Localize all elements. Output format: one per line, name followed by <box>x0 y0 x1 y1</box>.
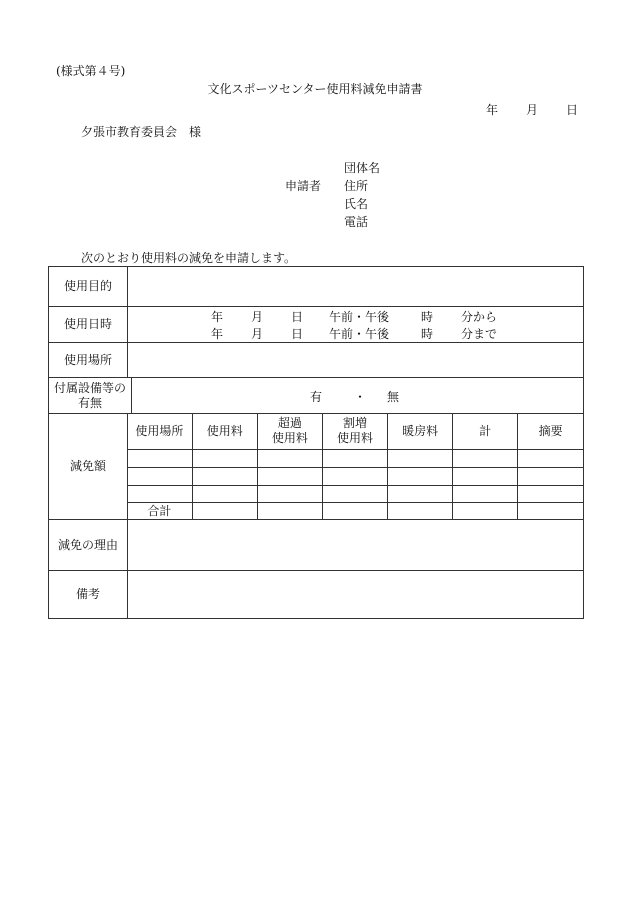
entry-cell[interactable] <box>453 485 518 502</box>
purpose-field[interactable] <box>127 267 583 306</box>
column-header-total: 計 <box>453 414 518 449</box>
equipment-choice[interactable] <box>127 378 583 413</box>
entry-cell[interactable] <box>257 449 322 467</box>
equipment-label: 付属設備等の有無 <box>49 378 132 413</box>
reduction-entry-row <box>127 485 583 502</box>
place-field[interactable] <box>127 343 583 377</box>
reason-field[interactable] <box>127 520 583 570</box>
start-hour-label: 時 <box>421 310 434 324</box>
form-number: (様式第４号) <box>56 64 126 78</box>
total-cell[interactable] <box>322 502 387 520</box>
entry-cell[interactable] <box>257 467 322 485</box>
date-year-label: 年 <box>486 103 499 117</box>
entry-cell[interactable] <box>453 467 518 485</box>
purpose-row <box>49 267 583 307</box>
datetime-field[interactable] <box>127 307 583 342</box>
column-header-place: 使用場所 <box>127 414 192 449</box>
reason-row <box>49 520 583 571</box>
applicant-address-label: 住所 <box>344 179 369 193</box>
entry-cell[interactable] <box>127 485 192 502</box>
datetime-label: 使用日時 <box>49 307 128 342</box>
datetime-end-line <box>127 325 583 341</box>
entry-cell[interactable] <box>192 467 257 485</box>
reduction-entry-row <box>127 449 583 467</box>
entry-cell[interactable] <box>192 485 257 502</box>
total-cell[interactable] <box>192 502 257 520</box>
equipment-yes-option[interactable]: 有 <box>310 390 323 404</box>
entry-cell[interactable] <box>518 449 583 467</box>
entry-cell[interactable] <box>257 485 322 502</box>
reduction-entry-row <box>127 467 583 485</box>
end-month-label: 月 <box>251 327 264 341</box>
reduction-row <box>49 414 583 520</box>
date-day-label: 日 <box>566 103 579 117</box>
document-title: 文化スポーツセンター使用料減免申請書 <box>207 82 423 96</box>
start-day-label: 日 <box>291 310 304 324</box>
end-hour-label: 時 <box>421 327 434 341</box>
column-header-notes: 摘要 <box>518 414 583 449</box>
entry-cell[interactable] <box>322 485 387 502</box>
entry-cell[interactable] <box>518 467 583 485</box>
application-form-table <box>48 266 584 619</box>
total-cell[interactable] <box>518 502 583 520</box>
total-cell[interactable] <box>453 502 518 520</box>
datetime-start-line <box>127 308 583 324</box>
total-cell[interactable] <box>388 502 453 520</box>
end-to-label: 分まで <box>461 327 498 341</box>
start-ampm-label: 午前・午後 <box>329 310 390 324</box>
remarks-field[interactable] <box>127 571 583 618</box>
entry-cell[interactable] <box>453 449 518 467</box>
reduction-grid <box>127 414 583 519</box>
total-cell[interactable] <box>257 502 322 520</box>
purpose-label: 使用目的 <box>49 267 128 306</box>
equipment-separator: ・ <box>354 390 367 404</box>
place-row <box>49 343 583 378</box>
date-month-label: 月 <box>526 103 539 117</box>
intro-text: 次のとおり使用料の減免を申請します。 <box>81 251 297 265</box>
column-header-fee: 使用料 <box>192 414 257 449</box>
start-month-label: 月 <box>251 310 264 324</box>
entry-cell[interactable] <box>518 485 583 502</box>
recipient: 夕張市教育委員会 様 <box>81 125 202 139</box>
entry-cell[interactable] <box>322 467 387 485</box>
start-year-label: 年 <box>211 310 224 324</box>
remarks-label: 備考 <box>49 571 128 618</box>
end-day-label: 日 <box>291 327 304 341</box>
entry-cell[interactable] <box>388 467 453 485</box>
equipment-no-option[interactable]: 無 <box>387 390 400 404</box>
equipment-row <box>49 378 583 414</box>
end-ampm-label: 午前・午後 <box>329 327 390 341</box>
start-from-label: 分から <box>461 310 498 324</box>
entry-cell[interactable] <box>127 467 192 485</box>
column-header-surcharge-fee: 割増 使用料 <box>322 414 387 449</box>
end-year-label: 年 <box>211 327 224 341</box>
datetime-row <box>49 307 583 343</box>
entry-cell[interactable] <box>388 449 453 467</box>
reason-label: 減免の理由 <box>49 520 128 570</box>
column-header-excess-fee: 超過 使用料 <box>257 414 322 449</box>
entry-cell[interactable] <box>127 449 192 467</box>
entry-cell[interactable] <box>322 449 387 467</box>
reduction-header-row <box>127 414 583 449</box>
entry-cell[interactable] <box>388 485 453 502</box>
applicant-name-label: 氏名 <box>344 197 369 211</box>
entry-cell[interactable] <box>192 449 257 467</box>
reduction-total-row <box>127 502 583 520</box>
place-label: 使用場所 <box>49 343 128 377</box>
applicant-org-name-label: 団体名 <box>344 161 381 175</box>
column-header-heating-fee: 暖房料 <box>388 414 453 449</box>
applicant-phone-label: 電話 <box>344 215 369 229</box>
total-label: 合計 <box>127 502 192 520</box>
applicant-label: 申請者 <box>285 179 322 193</box>
reduction-label: 減免額 <box>49 414 128 519</box>
remarks-row <box>49 571 583 618</box>
